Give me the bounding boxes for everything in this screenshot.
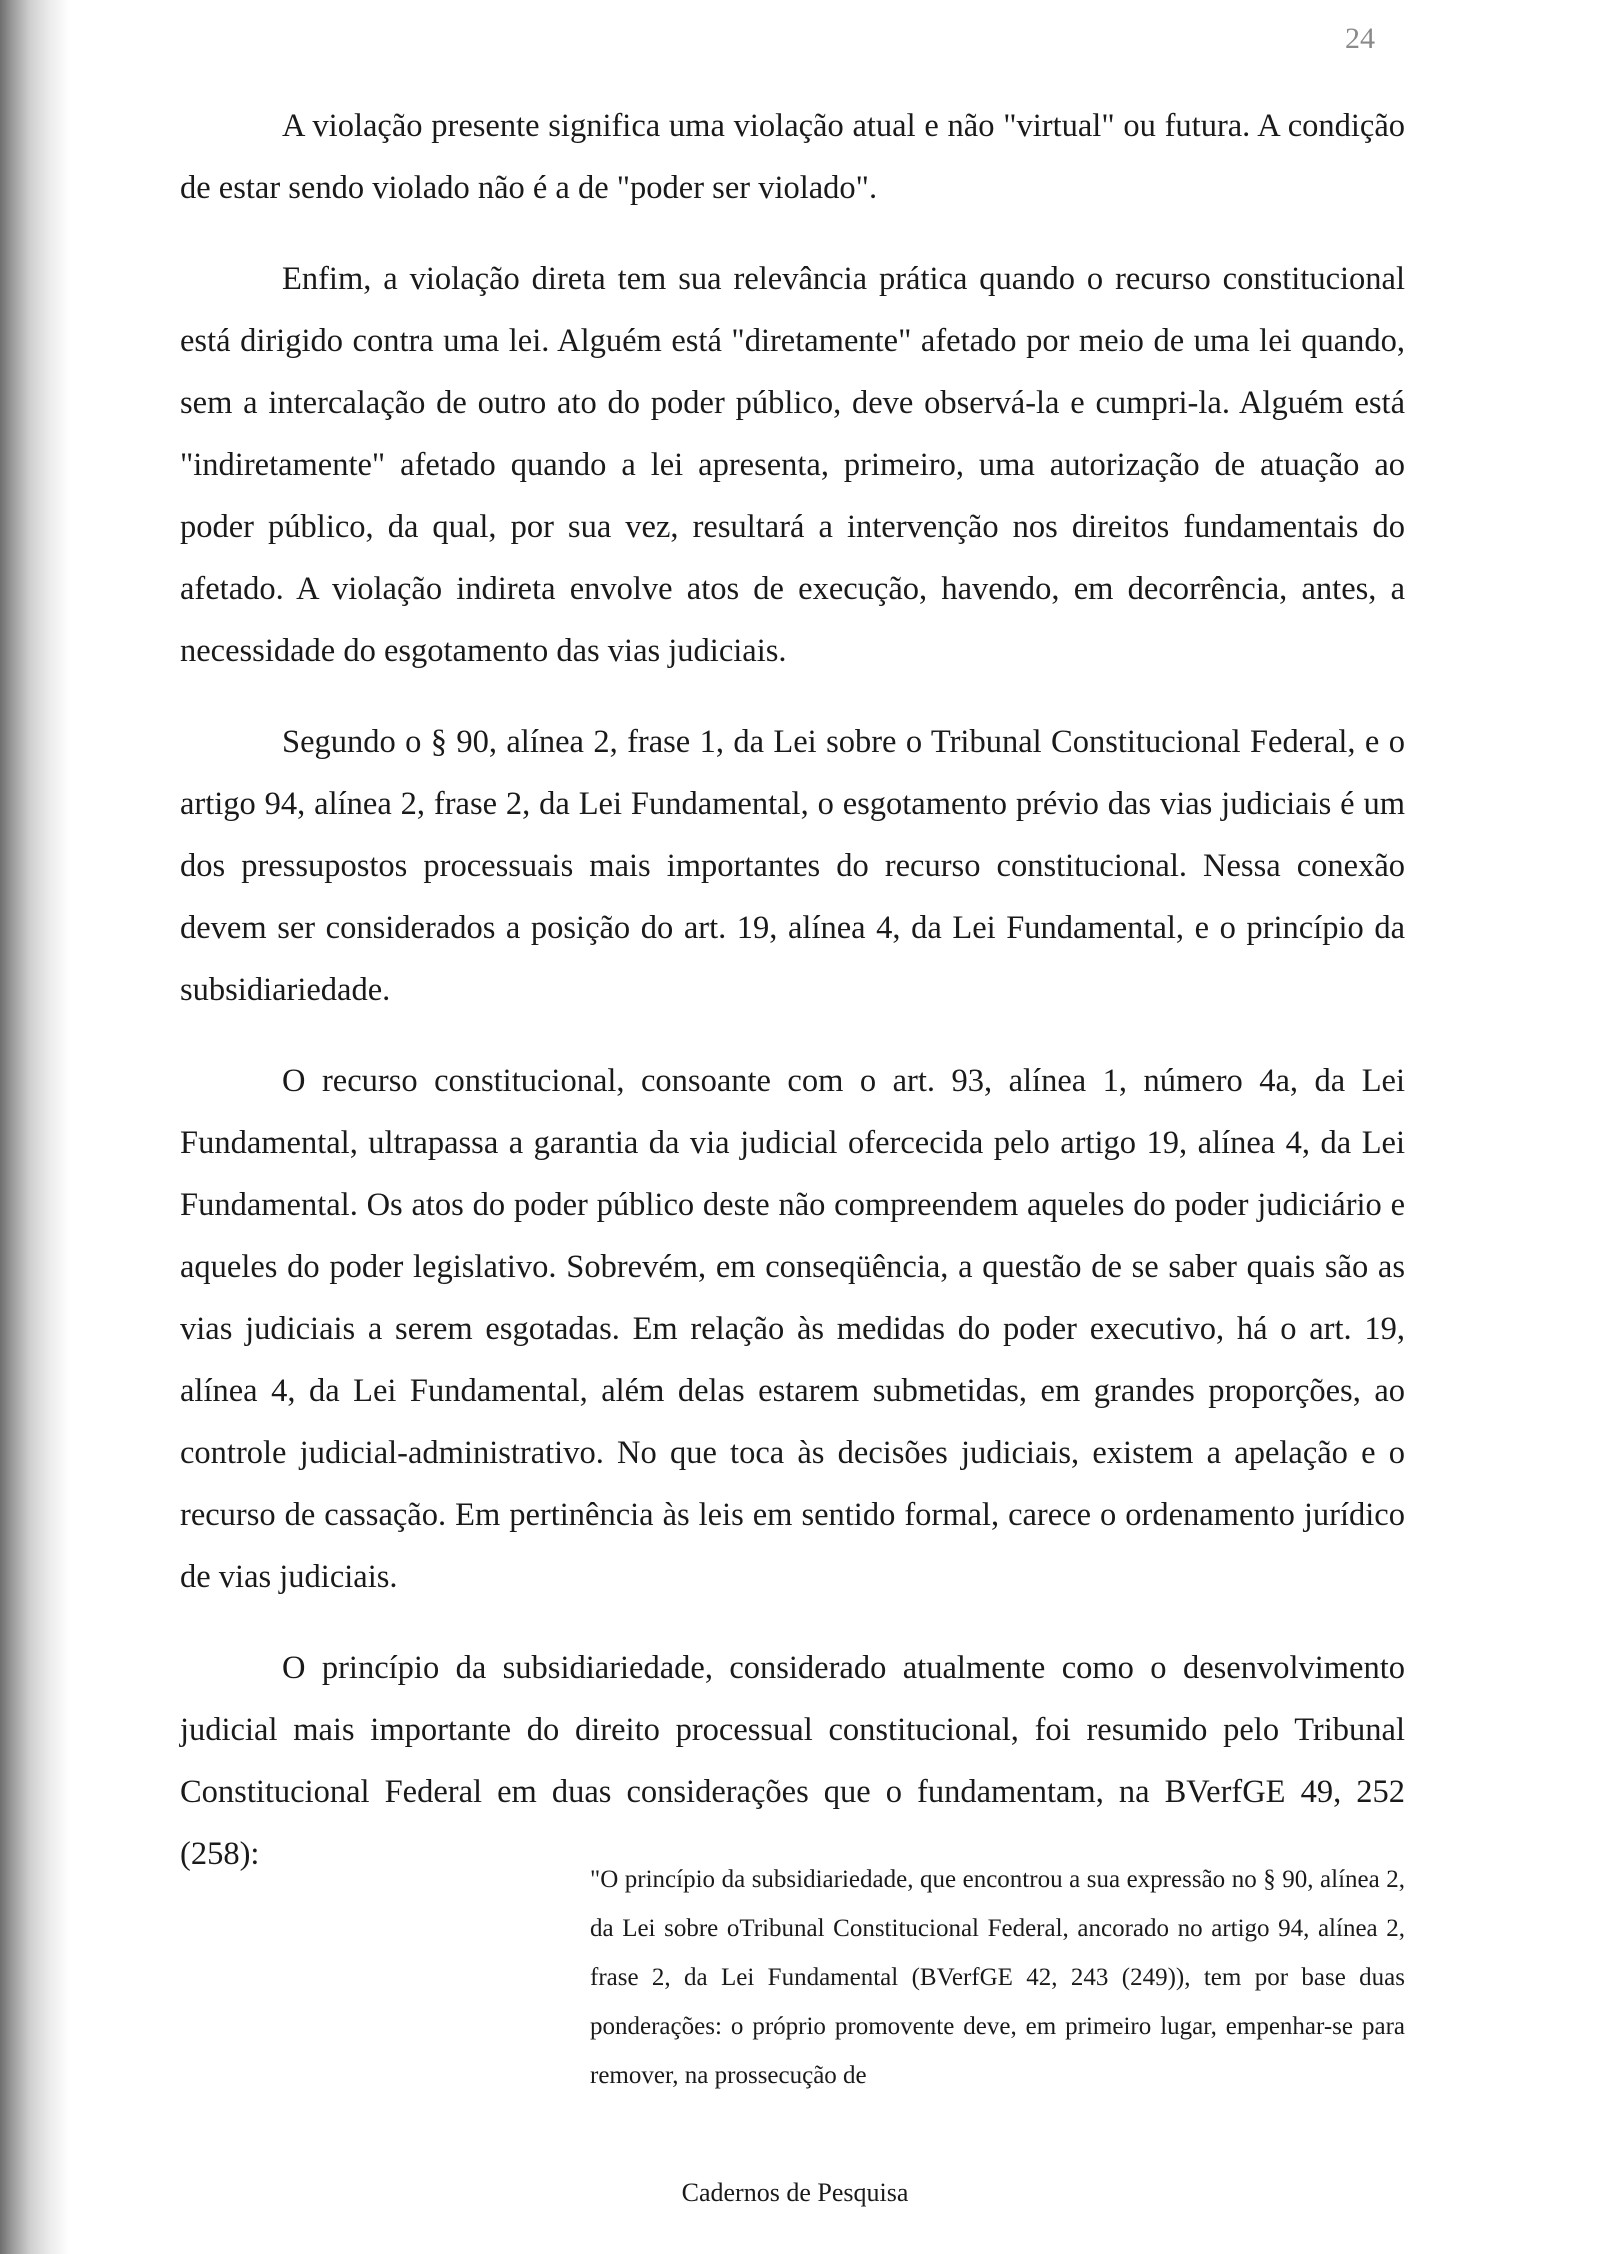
paragraph-4: O recurso constitucional, consoante com o art. 93, alínea 1, número 4a, da Lei Fundamental, ultrapassa a garantia da via judicial ofercecida pelo artigo 19, alínea 4, da Lei Fundamental. Os atos do poder público deste não compreendem aqueles do poder judiciário e aqueles do poder legislativo. Sobrevém, em conseqüência, a questão de se saber quais são as vias judiciais a serem esgotadas. Em relação às medidas do poder executivo, há o art. 19, alínea 4, da Lei Fundamental, além delas estarem submetidas, em grandes proporções, ao controle judicial-administrativo. No que toca às decisões judiciais, existem a apelação e o recurso de cassação. Em pertinência às leis em sentido formal, carece o ordenamento jurídico de vias judiciais. <box>180 1063 1405 1595</box>
page-number: 24 <box>1345 22 1375 55</box>
body-text <box>180 95 1405 1914</box>
paragraph-5: O princípio da subsidiariedade, considerado atualmente como o desenvolvimento judicial mais importante do direito processual constitucional, foi resumido pelo Tribunal Constitucional Federal em duas considerações que o fundamentam, na BVerfGE 49, 252 (258): <box>180 1650 1405 1872</box>
scan-binding-shadow <box>0 0 70 2254</box>
running-footer <box>0 2178 1600 2208</box>
block-quote: "O princípio da subsidiariedade, que encontrou a sua expressão no § 90, alínea 2, da Lei sobre oTribunal Constitucional Federal, ancorado no artigo 94, alínea 2, frase 2, da Lei Fundamental (BVerfGE 42, 243 (249)), tem por base duas ponderações: o próprio promovente deve, em primeiro lugar, empenhar-se para remover, na prossecução de <box>590 1866 1405 2089</box>
footer-title: Cadernos de Pesquisa <box>681 2178 909 2207</box>
paragraph-2: Enfim, a violação direta tem sua relevância prática quando o recurso constitucional está dirigido contra uma lei. Alguém está "diretamente" afetado por meio de uma lei quando, sem a intercalação de outro ato do poder público, deve observá-la e cumpri-la. Alguém está "indiretamente" afetado quando a lei apresenta, primeiro, uma autorização de atuação ao poder público, da qual, por sua vez, resultará a intervenção nos direitos fundamentais do afetado. A violação indireta envolve atos de execução, havendo, em decorrência, antes, a necessidade do esgotamento das vias judiciais. <box>180 261 1405 669</box>
paragraph-1: A violação presente significa uma violação atual e não "virtual" ou futura. A condição de estar sendo violado não é a de "poder ser violado". <box>180 108 1405 206</box>
paragraph-3: Segundo o § 90, alínea 2, frase 1, da Lei sobre o Tribunal Constitucional Federal, e o artigo 94, alínea 2, frase 2, da Lei Fundamental, o esgotamento prévio das vias judiciais é um dos pressupostos processuais mais importantes do recurso constitucional. Nessa conexão devem ser considerados a posição do art. 19, alínea 4, da Lei Fundamental, e o princípio da subsidiariedade. <box>180 724 1405 1008</box>
